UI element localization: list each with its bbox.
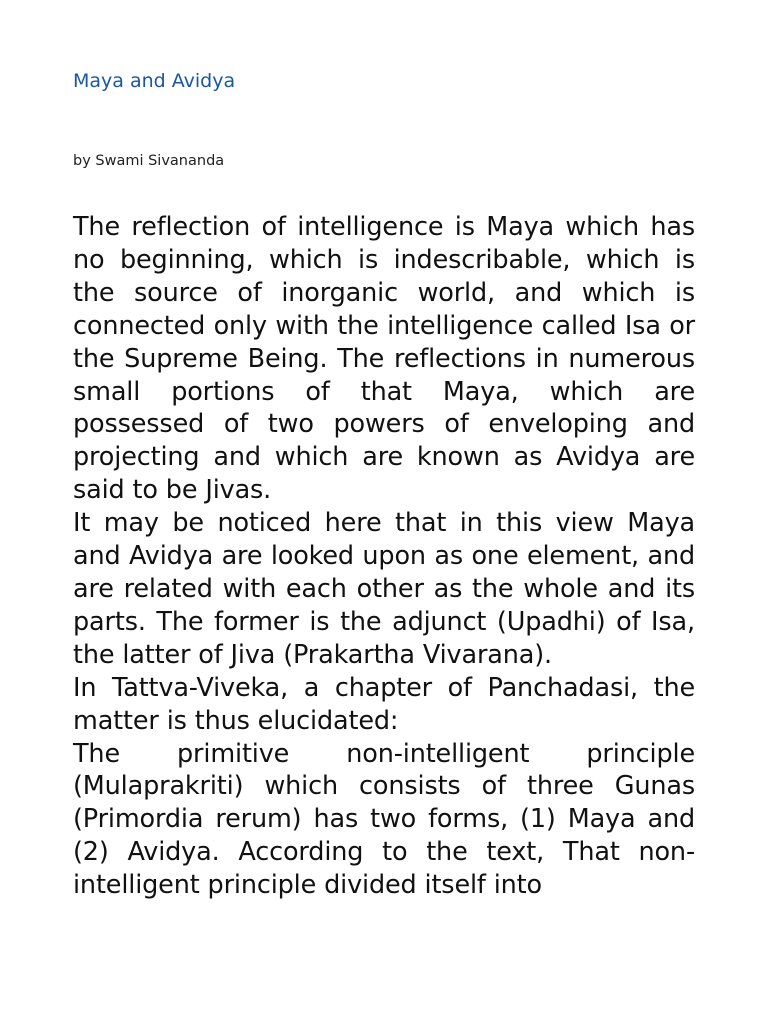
document-body: [73, 211, 695, 902]
document-title: Maya and Avidya: [73, 70, 236, 92]
paragraph: In Tattva-Viveka, a chapter of Panchadasi, the matter is thus elucidated:: [73, 672, 695, 736]
paragraph: The reflection of intelligence is Maya which has no beginning, which is indescribable, which is the source of inorganic world, and which is connected only with the intelligence called Isa or the Supreme Being. The reflections in numerous small portions of that Maya, which are possessed of two powers of enveloping and projecting and which are known as Avidya are said to be Jivas.: [73, 212, 695, 506]
author-byline: by Swami Sivananda: [73, 153, 225, 169]
paragraph: The primitive non-intelligent principle (Mulaprakriti) which consists of three Gunas (Primordia rerum) has two forms, (1) Maya and (2) Avidya. According to the text, That non-intelligent principle divided itself into: [73, 738, 695, 901]
paragraph: It may be noticed here that in this view Maya and Avidya are looked upon as one element, and are related with each other as the whole and its parts. The former is the adjunct (Upadhi) of Isa, the latter of Jiva (Prakartha Vivarana).: [73, 508, 695, 670]
